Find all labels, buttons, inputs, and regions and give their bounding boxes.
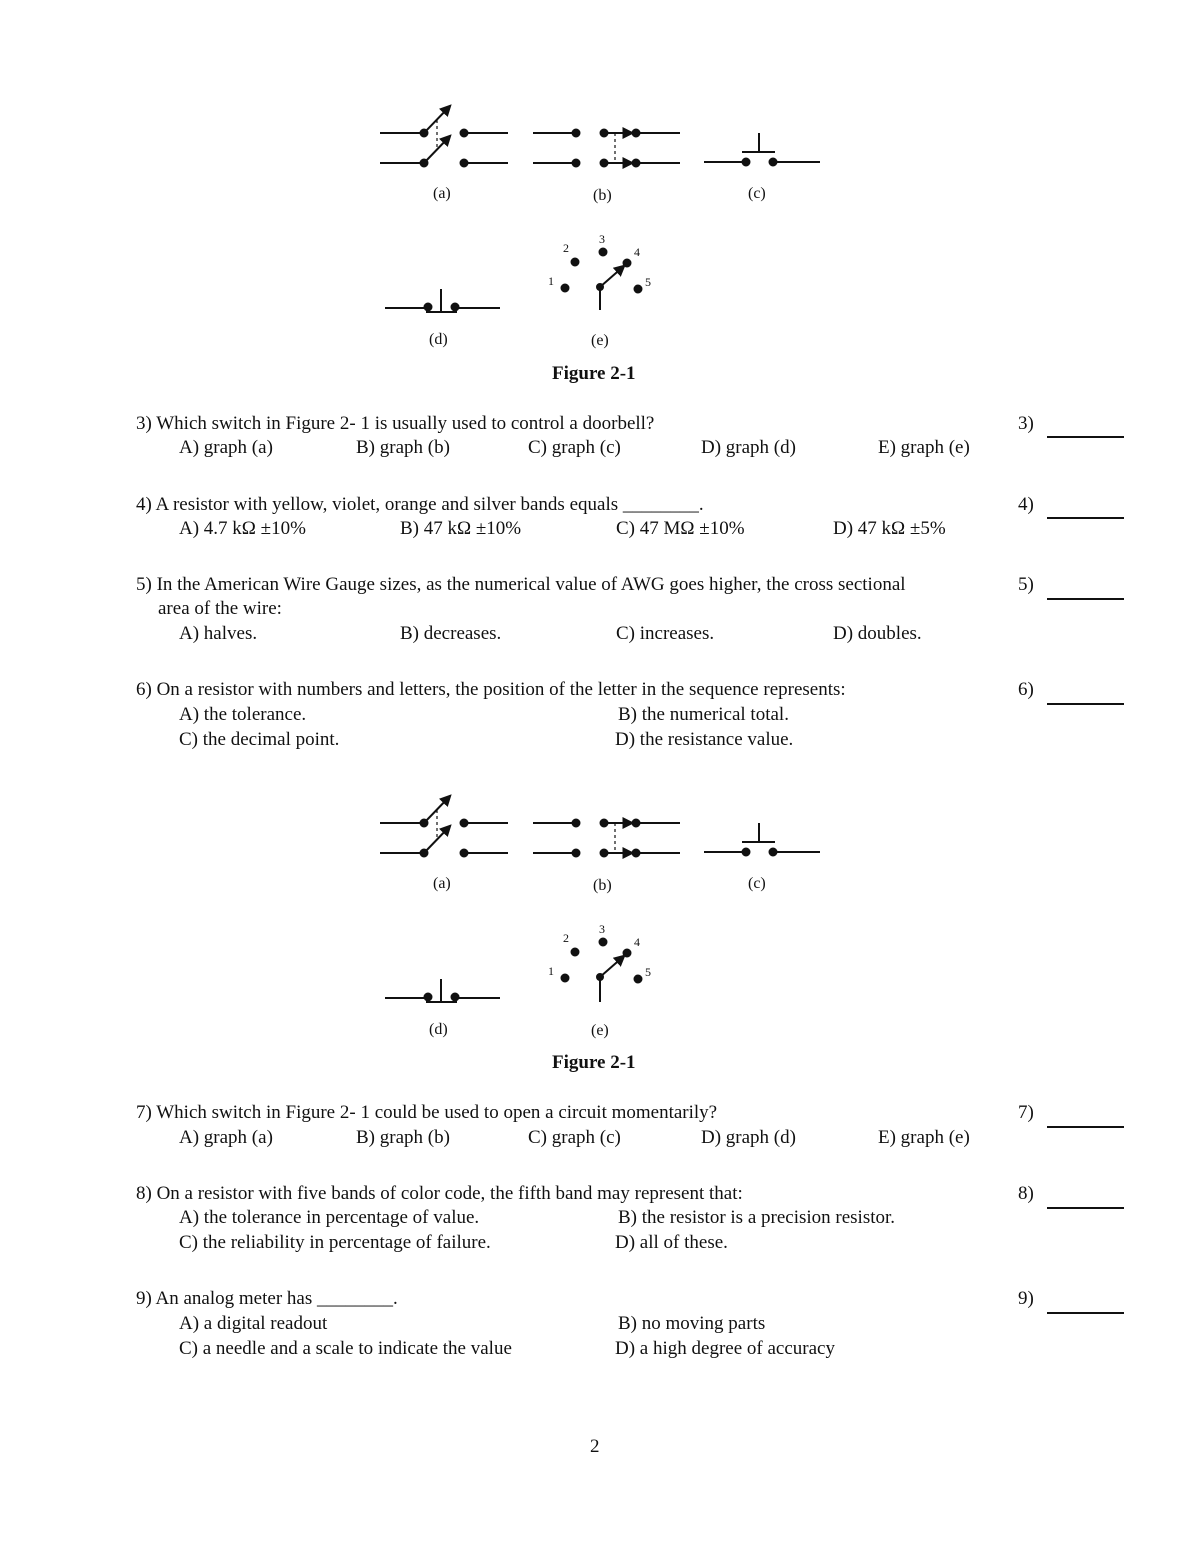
option: C) graph (c) bbox=[528, 1127, 621, 1148]
option: B) graph (b) bbox=[356, 1127, 450, 1148]
answer-blank[interactable] bbox=[1047, 1312, 1124, 1314]
switch-c-symbol bbox=[704, 133, 820, 166]
option: B) graph (b) bbox=[356, 437, 450, 458]
panel-label: (a) bbox=[433, 185, 451, 202]
option: D) graph (d) bbox=[701, 1127, 796, 1148]
option: C) the decimal point. bbox=[179, 729, 340, 750]
position-number: 3 bbox=[599, 922, 605, 936]
switch-e-symbol bbox=[562, 939, 642, 1003]
switch-a-symbol bbox=[380, 106, 508, 167]
switch-figure bbox=[370, 780, 830, 1040]
option: C) increases. bbox=[616, 623, 715, 644]
option: D) 47 kΩ ±5% bbox=[833, 518, 946, 539]
option: E) graph (e) bbox=[878, 437, 970, 458]
option: D) graph (d) bbox=[701, 437, 796, 458]
answer-blank[interactable] bbox=[1047, 703, 1124, 705]
switch-b-symbol bbox=[533, 820, 680, 857]
panel-label: (e) bbox=[591, 332, 609, 349]
switch-c-symbol bbox=[704, 823, 820, 856]
question-stem: 4) A resistor with yellow, violet, orange and silver bands equals ________. bbox=[136, 494, 704, 515]
question-stem: 6) On a resistor with numbers and letters, the position of the letter in the sequence represents: bbox=[136, 679, 846, 700]
position-number: 4 bbox=[634, 245, 640, 259]
question-stem: 8) On a resistor with five bands of color code, the fifth band may represent that: bbox=[136, 1183, 743, 1204]
switch-symbols-diagram bbox=[370, 90, 830, 350]
option: C) the reliability in percentage of failure. bbox=[179, 1232, 491, 1253]
option: D) a high degree of accuracy bbox=[615, 1338, 835, 1359]
question-stem: 5) In the American Wire Gauge sizes, as the numerical value of AWG goes higher, the cross sectional bbox=[136, 574, 906, 595]
answer-blank[interactable] bbox=[1047, 598, 1124, 600]
answer-blank[interactable] bbox=[1047, 517, 1124, 519]
switch-e-symbol bbox=[562, 249, 642, 311]
option: C) a needle and a scale to indicate the value bbox=[179, 1338, 512, 1359]
panel-label: (d) bbox=[429, 331, 448, 348]
switch-d-symbol bbox=[385, 979, 500, 1002]
panel-label: (c) bbox=[748, 185, 766, 202]
option: A) a digital readout bbox=[179, 1313, 328, 1334]
switch-symbols-diagram bbox=[370, 780, 830, 1040]
switch-d-symbol bbox=[385, 289, 500, 312]
panel-label: (b) bbox=[593, 187, 612, 204]
question-stem: 9) An analog meter has ________. bbox=[136, 1288, 398, 1309]
question-stem-continued: area of the wire: bbox=[158, 598, 282, 619]
option: A) graph (a) bbox=[179, 1127, 273, 1148]
position-number: 2 bbox=[563, 931, 569, 945]
option: D) all of these. bbox=[615, 1232, 728, 1253]
panel-label: (d) bbox=[429, 1021, 448, 1038]
question-stem: 7) Which switch in Figure 2- 1 could be used to open a circuit momentarily? bbox=[136, 1102, 718, 1123]
question-stem: 3) Which switch in Figure 2- 1 is usually used to control a doorbell? bbox=[136, 413, 655, 434]
switch-b-symbol bbox=[533, 130, 680, 167]
position-number: 1 bbox=[548, 964, 554, 978]
answer-blank[interactable] bbox=[1047, 436, 1124, 438]
option: B) 47 kΩ ±10% bbox=[400, 518, 522, 539]
position-number: 4 bbox=[634, 935, 640, 949]
position-number: 2 bbox=[563, 241, 569, 255]
figure-caption: Figure 2-1 bbox=[552, 363, 636, 384]
answer-number: 4) bbox=[1018, 494, 1034, 515]
position-number: 5 bbox=[645, 275, 651, 289]
position-number: 5 bbox=[645, 965, 651, 979]
answer-number: 6) bbox=[1018, 679, 1034, 700]
option: C) 47 MΩ ±10% bbox=[616, 518, 745, 539]
option: D) doubles. bbox=[833, 623, 922, 644]
option: A) halves. bbox=[179, 623, 258, 644]
answer-blank[interactable] bbox=[1047, 1207, 1124, 1209]
option: C) graph (c) bbox=[528, 437, 621, 458]
option: B) the numerical total. bbox=[618, 704, 789, 725]
answer-number: 8) bbox=[1018, 1183, 1034, 1204]
option: A) the tolerance in percentage of value. bbox=[179, 1207, 480, 1228]
answer-number: 3) bbox=[1018, 413, 1034, 434]
switch-figure bbox=[370, 90, 830, 350]
option: A) graph (a) bbox=[179, 437, 273, 458]
option: D) the resistance value. bbox=[615, 729, 794, 750]
figure-caption: Figure 2-1 bbox=[552, 1052, 636, 1073]
position-number: 3 bbox=[599, 232, 605, 246]
answer-number: 5) bbox=[1018, 574, 1034, 595]
panel-label: (e) bbox=[591, 1022, 609, 1039]
option: B) decreases. bbox=[400, 623, 502, 644]
page-number: 2 bbox=[590, 1436, 600, 1457]
option: B) no moving parts bbox=[618, 1313, 766, 1334]
position-number: 1 bbox=[548, 274, 554, 288]
panel-label: (c) bbox=[748, 875, 766, 892]
answer-number: 7) bbox=[1018, 1102, 1034, 1123]
answer-number: 9) bbox=[1018, 1288, 1034, 1309]
option: B) the resistor is a precision resistor. bbox=[618, 1207, 896, 1228]
panel-label: (b) bbox=[593, 877, 612, 894]
option: E) graph (e) bbox=[878, 1127, 970, 1148]
option: A) 4.7 kΩ ±10% bbox=[179, 518, 306, 539]
option: A) the tolerance. bbox=[179, 704, 307, 725]
switch-a-symbol bbox=[380, 796, 508, 857]
answer-blank[interactable] bbox=[1047, 1126, 1124, 1128]
panel-label: (a) bbox=[433, 875, 451, 892]
